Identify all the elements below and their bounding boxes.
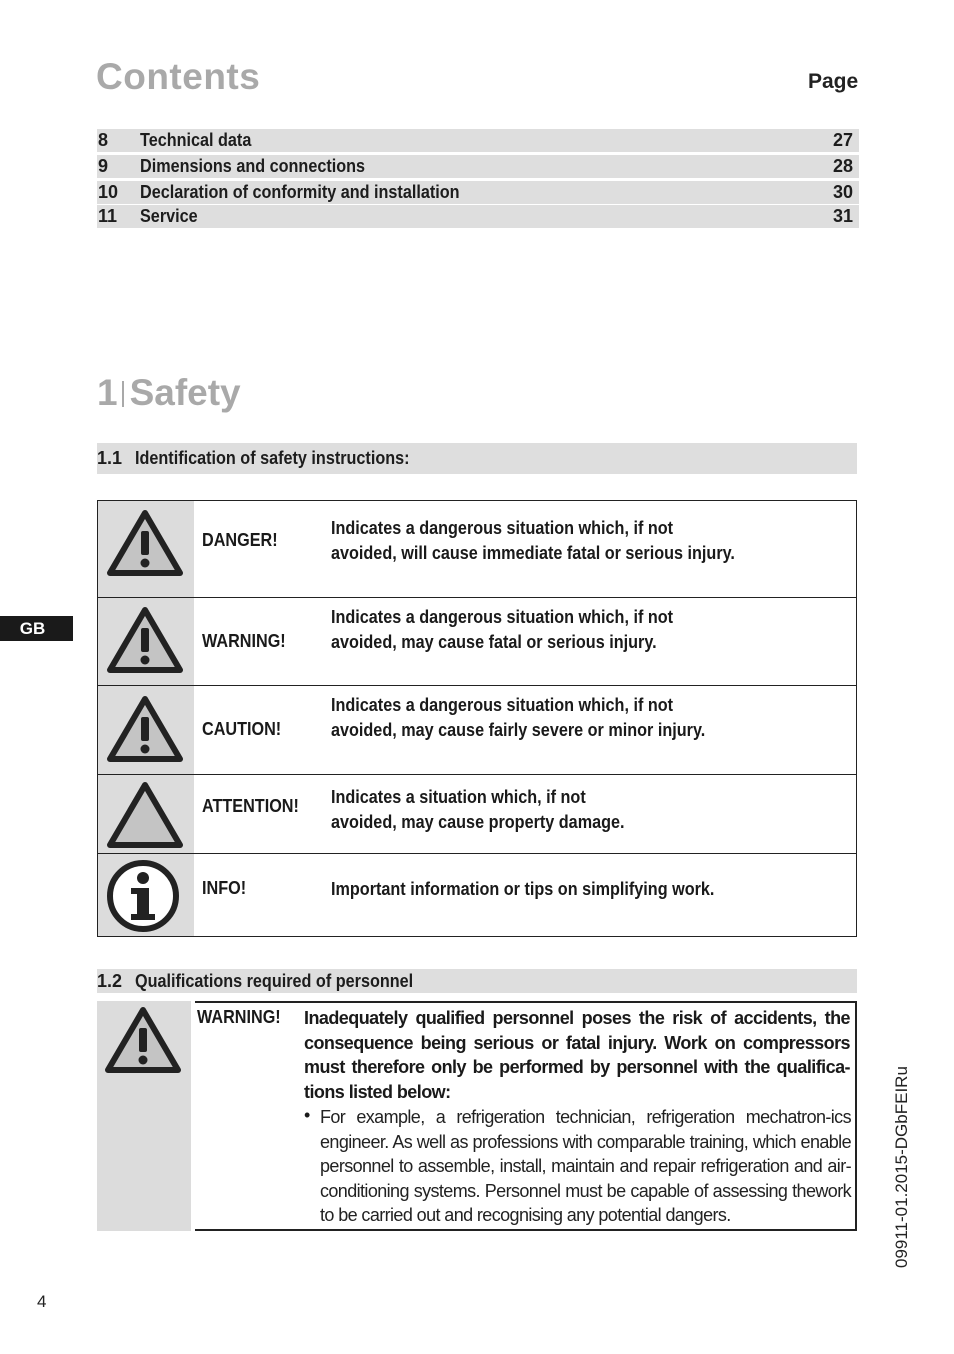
safety-description-line: avoided, may cause fairly severe or minor injury. [331, 720, 706, 740]
icon-cell [98, 854, 194, 936]
toc-entry-page: 27 [832, 130, 853, 150]
safety-label: CAUTION! [202, 719, 282, 739]
section-heading-1-1 [97, 443, 857, 474]
toc-entry[interactable] [97, 155, 859, 178]
language-tab-label: GB [19, 619, 46, 638]
toc-entry-number: 9 [98, 156, 109, 176]
safety-row-caution [98, 686, 856, 775]
safety-description-line: avoided, may cause fatal or serious injury. [331, 632, 657, 652]
document-code: 09911-01.2015-DGbFEIRu [892, 1066, 911, 1268]
section-title: Qualifications required of personnel [135, 971, 414, 991]
icon-cell [98, 686, 194, 774]
warning-triangle-icon [106, 695, 184, 763]
safety-row-warning [98, 598, 856, 686]
safety-description [331, 516, 735, 566]
toc-entry[interactable] [97, 181, 859, 204]
bullet: • [304, 1105, 311, 1125]
chapter-title: Safety [129, 372, 241, 413]
section-number: 1.2 [97, 971, 123, 991]
page-number: 4 [37, 1292, 47, 1311]
toc-entry-page: 30 [832, 182, 853, 202]
toc-entry-page: 28 [832, 156, 853, 176]
safety-description-line: Indicates a dangerous situation which, if not [331, 695, 674, 715]
safety-description-line: Indicates a dangerous situation which, if not [331, 607, 674, 627]
icon-cell [97, 1001, 191, 1231]
heading-divider [122, 381, 124, 407]
warning-text: Inadequately qualified personnel poses the risk of accidents, the consequence being serious or fatal injury. Work on compressors must therefore only be performed by personnel with the qualifica-tions listed below: [304, 1008, 850, 1102]
icon-cell [98, 501, 194, 597]
safety-label: WARNING! [202, 631, 286, 651]
safety-label: INFO! [202, 878, 247, 898]
warning-triangle-icon [106, 509, 184, 577]
safety-description-line: Important information or tips on simplifying work. [331, 879, 715, 899]
safety-description-line: avoided, will cause immediate fatal or serious injury. [331, 543, 735, 563]
safety-row-danger [98, 501, 856, 598]
toc-entry-title: Dimensions and connections [140, 156, 366, 176]
safety-description-line: avoided, may cause property damage. [331, 812, 625, 832]
example-text: For example, a refrigeration technician, refrigeration mechatron-ics engineer. As well as professions with comparable training, which enable personnel to assemble, install, maintain and repair refrigeration and air-conditioning systems. Personnel must be capable of assessing thework to be carried out and recognising any potential dangers. [320, 1107, 851, 1226]
safety-description [331, 877, 714, 902]
info-icon [105, 858, 181, 934]
section-number: 1.1 [97, 448, 123, 468]
safety-description [331, 605, 673, 655]
toc-entry-number: 8 [98, 130, 109, 150]
safety-instructions-table [97, 500, 857, 937]
chapter-number: 1 [97, 372, 118, 413]
toc-entry-page: 31 [832, 206, 853, 226]
warning-triangle-icon [106, 606, 184, 674]
safety-label: ATTENTION! [202, 796, 299, 816]
warning-label: WARNING! [197, 1007, 281, 1027]
toc-entry[interactable] [97, 129, 859, 152]
toc-entry-title: Declaration of conformity and installation [140, 182, 460, 202]
toc-entry-title: Technical data [140, 130, 252, 150]
safety-description-line: Indicates a dangerous situation which, if not [331, 518, 674, 538]
section-heading-1-2 [97, 969, 857, 993]
icon-cell [98, 598, 194, 685]
toc-entry-title: Service [140, 206, 198, 226]
icon-cell [98, 775, 194, 853]
empty-triangle-icon [106, 781, 184, 849]
safety-description-line: Indicates a situation which, if not [331, 787, 586, 807]
toc-entry-number: 11 [98, 206, 118, 226]
toc-entry[interactable] [97, 205, 859, 228]
chapter-heading [97, 372, 241, 414]
safety-row-info [98, 854, 856, 936]
section-title: Identification of safety instructions: [135, 448, 410, 468]
safety-row-attention [98, 775, 856, 854]
safety-description [331, 693, 705, 743]
safety-label: DANGER! [202, 530, 278, 550]
warning-triangle-icon [104, 1006, 182, 1074]
language-tab [0, 616, 73, 641]
toc-entry-number: 10 [98, 182, 119, 202]
safety-description [331, 785, 625, 835]
contents-title: Contents [96, 56, 261, 97]
page-column-label: Page [808, 70, 859, 93]
